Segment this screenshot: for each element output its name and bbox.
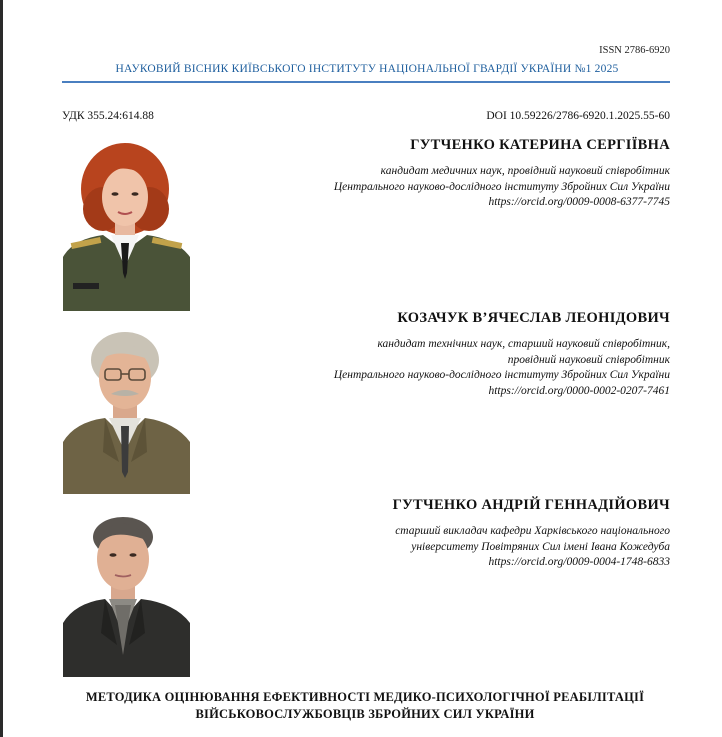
author-name: ГУТЧЕНКО АНДРІЙ ГЕННАДІЙОВИЧ — [392, 497, 670, 513]
page-edge — [0, 0, 3, 737]
author-position: старший викладач кафедри Харківського національного — [395, 525, 670, 537]
author-name: КОЗАЧУК В’ЯЧЕСЛАВ ЛЕОНІДОВИЧ — [397, 310, 670, 326]
article-title-line-1: МЕТОДИКА ОЦІНЮВАННЯ ЕФЕКТИВНОСТІ МЕДИКО-ПСИХОЛОГІЧНОЇ РЕАБІЛІТАЦІЇ — [85, 690, 645, 704]
author-position: кандидат медичних наук, провідний науковий співробітник — [380, 165, 670, 177]
issn: ISSN 2786-6920 — [599, 45, 670, 56]
article-title — [40, 689, 690, 723]
author-photo-2 — [63, 322, 190, 494]
author-orcid-link[interactable]: https://orcid.org/0000-0002-0207-7461 — [488, 384, 670, 397]
author-position-2: провідний науковий співробітник — [507, 353, 670, 366]
author-block-1 — [230, 137, 670, 211]
author-name: ГУТЧЕНКО КАТЕРИНА СЕРГІЇВНА — [410, 137, 670, 153]
author-affiliation: Центрального науково-дослідного інституту Збройних Сил України — [333, 369, 670, 381]
author-photo-1 — [63, 139, 190, 311]
author-position: кандидат технічних наук, старший науковий співробітник, — [377, 338, 670, 350]
doi: DOI 10.59226/2786-6920.1.2025.55-60 — [486, 110, 670, 122]
article-title-line-2: ВІЙСЬКОВОСЛУЖБОВЦІВ ЗБРОЙНИХ СИЛ УКРАЇНИ — [195, 707, 535, 721]
journal-title: НАУКОВИЙ ВІСНИК КИЇВСЬКОГО ІНСТИТУТУ НАЦІОНАЛЬНОЇ ГВАРДІЇ УКРАЇНИ №1 2025 — [115, 63, 619, 75]
udk-code: УДК 355.24:614.88 — [62, 110, 154, 122]
author-block-2 — [230, 310, 670, 399]
author-photo-3 — [63, 505, 190, 677]
author-block-3 — [230, 497, 670, 571]
author-affiliation: університету Повітряних Сил імені Івана Кожедуба — [411, 540, 670, 553]
author-affiliation: Центрального науково-дослідного інституту Збройних Сил України — [333, 180, 670, 193]
author-orcid-link[interactable]: https://orcid.org/0009-0008-6377-7745 — [488, 196, 670, 208]
author-orcid-link[interactable]: https://orcid.org/0009-0004-1748-6833 — [488, 556, 670, 568]
header-rule — [62, 81, 670, 83]
